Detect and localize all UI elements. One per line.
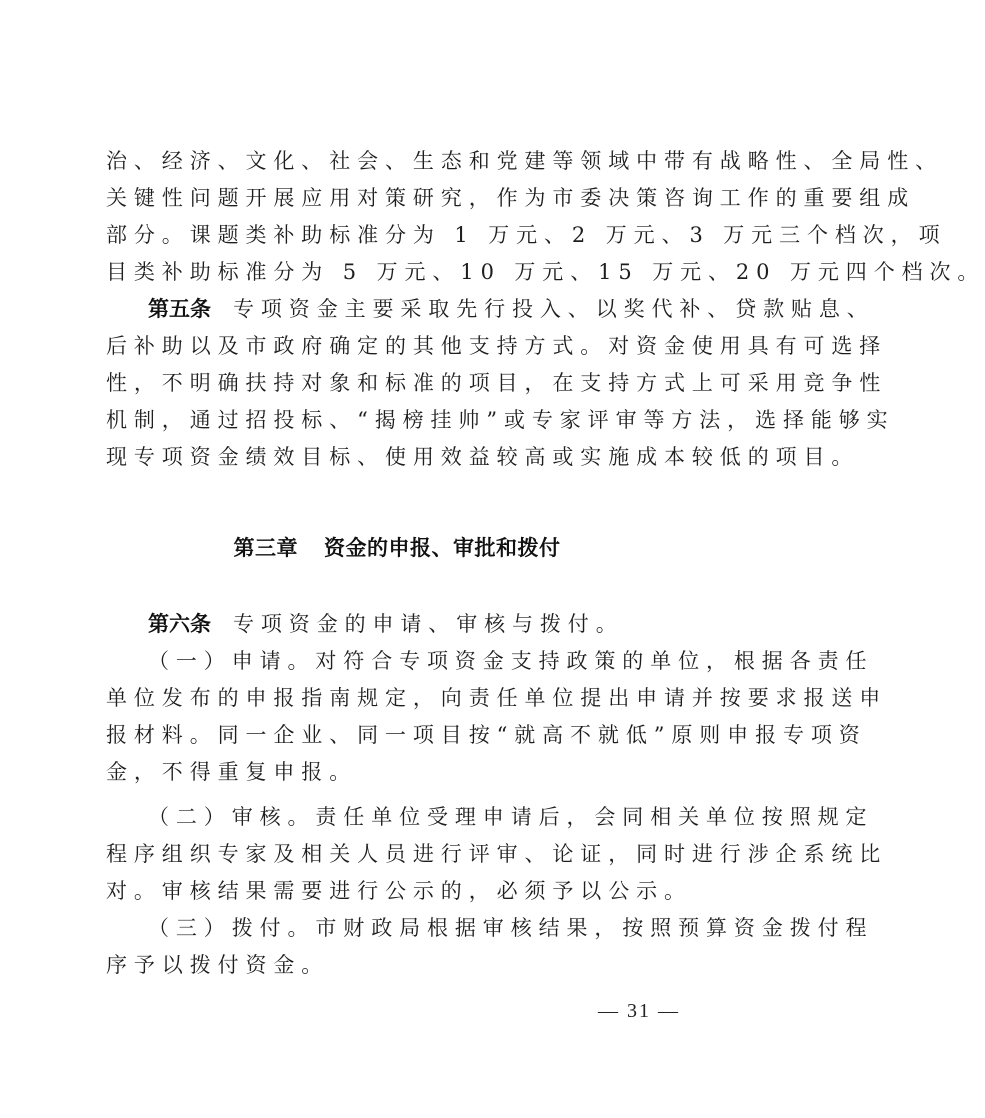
article-5-text: 专项资金主要采取先行投入、以奖代补、贷款贴息、: [233, 297, 875, 321]
paragraph-line: 后补助以及市政府确定的其他支持方式。对资金使用具有可选择: [106, 334, 888, 358]
page-number: — 31 —: [598, 1000, 680, 1022]
item-2-first-line: （二）审核。责任单位受理申请后，会同相关单位按照规定: [148, 805, 874, 829]
chapter-heading: [0, 533, 794, 563]
paragraph-line: 单位发布的申报指南规定，向责任单位提出申请并按要求报送申: [106, 686, 888, 710]
item-1-first-line: （一）申请。对符合专项资金支持政策的单位，根据各责任: [148, 649, 874, 673]
paragraph-line: 报材料。同一企业、同一项目按“就高不就低”原则申报专项资: [106, 723, 867, 747]
item-3-first-line: （三）拨付。市财政局根据审核结果，按照预算资金拨付程: [148, 916, 874, 940]
paragraph-line: 治、经济、文化、社会、生态和党建等领域中带有战略性、全局性、: [106, 149, 943, 173]
article-6-heading: 第六条: [148, 612, 211, 636]
paragraph-line: 金，不得重复申报。: [106, 760, 358, 784]
paragraph-line: 程序组织专家及相关人员进行评审、论证，同时进行涉企系统比: [106, 842, 888, 866]
article-6-first-line: [148, 609, 748, 639]
chapter-title: 资金的申报、审批和拨付: [324, 536, 561, 560]
paragraph-line: 性，不明确扶持对象和标准的项目，在支持方式上可采用竞争性: [106, 371, 888, 395]
paragraph-line: 目类补助标准分为 5 万元、10 万元、15 万元、20 万元四个档次。: [106, 260, 985, 284]
article-6-text: 专项资金的申请、审核与拨付。: [233, 612, 624, 636]
paragraph-line: 关键性问题开展应用对策研究，作为市委决策咨询工作的重要组成: [106, 186, 916, 210]
article-5-first-line: [148, 294, 875, 324]
paragraph-line: 机制，通过招投标、“揭榜挂帅”或专家评审等方法，选择能够实: [106, 408, 895, 432]
paragraph-line: 序予以拨付资金。: [106, 953, 330, 977]
paragraph-line: 对。审核结果需要进行公示的，必须予以公示。: [106, 879, 692, 903]
chapter-number: 第三章: [233, 536, 298, 560]
article-5-heading: 第五条: [148, 297, 211, 321]
paragraph-line: 部分。课题类补助标准分为 1 万元、2 万元、3 万元三个档次，项: [106, 223, 947, 247]
paragraph-line: 现专项资金绩效目标、使用效益较高或实施成本较低的项目。: [106, 445, 860, 469]
